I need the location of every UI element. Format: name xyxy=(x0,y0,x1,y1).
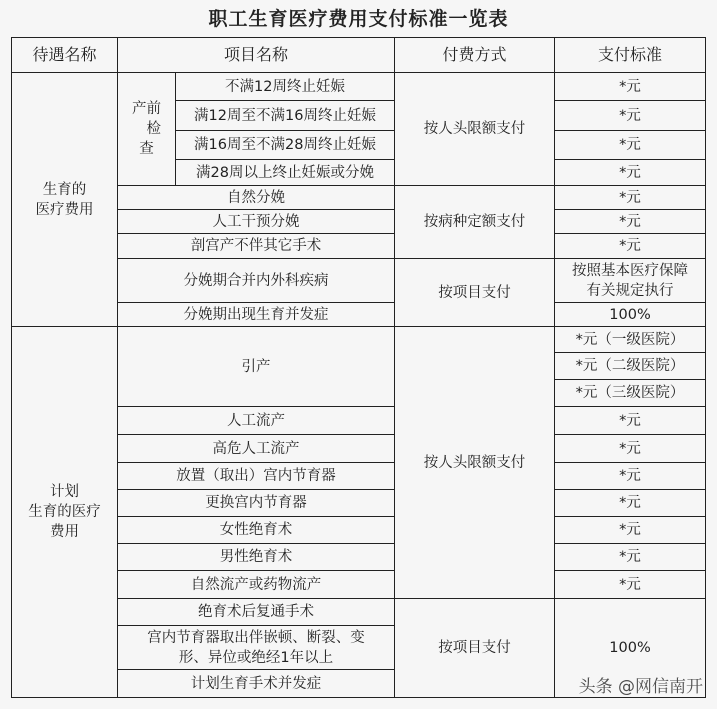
payment-standard: *元（二级医院） xyxy=(554,352,706,380)
payment-standard: *元（一级医院） xyxy=(554,326,706,353)
payment-standard: *元 xyxy=(554,159,706,186)
payment-standard: *元（三级医院） xyxy=(554,379,706,407)
item-name: 计划生育手术并发症 xyxy=(117,669,395,698)
item-name: 人工流产 xyxy=(117,406,395,435)
payment-method: 按人头限额支付 xyxy=(394,72,555,186)
item-name: 高危人工流产 xyxy=(117,434,395,463)
item-name: 男性绝育术 xyxy=(117,543,395,571)
item-name: 自然分娩 xyxy=(117,185,395,210)
payment-standard: *元 xyxy=(554,406,706,435)
payment-standard: 100% xyxy=(554,598,706,698)
payment-standard: *元 xyxy=(554,516,706,544)
item-name: 满28周以上终止妊娠或分娩 xyxy=(175,159,395,186)
item-name: 剖宫产不伴其它手术 xyxy=(117,233,395,259)
header-standard: 支付标准 xyxy=(554,37,706,73)
item-name: 引产 xyxy=(117,326,395,407)
payment-standard: *元 xyxy=(554,130,706,160)
item-name: 女性绝育术 xyxy=(117,516,395,544)
payment-standard: *元 xyxy=(554,543,706,571)
header-payment: 付费方式 xyxy=(394,37,555,73)
item-name: 自然流产或药物流产 xyxy=(117,570,395,599)
page-title: 职工生育医疗费用支付标准一览表 xyxy=(208,8,509,30)
payment-standard: *元 xyxy=(554,233,706,259)
payment-standard: *元 xyxy=(554,489,706,517)
item-name: 绝育术后复通手术 xyxy=(117,598,395,626)
payment-standard: *元 xyxy=(554,185,706,210)
item-name: 更换宫内节育器 xyxy=(117,489,395,517)
item-name: 不满12周终止妊娠 xyxy=(175,72,395,101)
category-family-planning: 计划 生育的医疗 费用 xyxy=(11,326,118,698)
payment-standard: *元 xyxy=(554,570,706,599)
item-name: 人工干预分娩 xyxy=(117,209,395,234)
category-maternity: 生育的 医疗费用 xyxy=(11,72,118,327)
payment-method: 按人头限额支付 xyxy=(394,326,555,599)
payment-method: 按病种定额支付 xyxy=(394,185,555,259)
prenatal-check-label: 产前 检 查 xyxy=(117,72,176,186)
payment-standard: *元 xyxy=(554,434,706,463)
payment-standard: *元 xyxy=(554,209,706,234)
item-name: 分娩期合并内外科疾病 xyxy=(117,258,395,303)
payment-method: 按项目支付 xyxy=(394,258,555,327)
payment-standard: 按照基本医疗保障 有关规定执行 xyxy=(554,258,706,303)
item-name: 宫内节育器取出伴嵌顿、断裂、变 形、异位或绝经1年以上 xyxy=(117,625,395,670)
item-name: 分娩期出现生育并发症 xyxy=(117,302,395,327)
payment-method: 按项目支付 xyxy=(394,598,555,698)
item-name: 满16周至不满28周终止妊娠 xyxy=(175,130,395,160)
payment-standard: 100% xyxy=(554,302,706,327)
payment-standard: *元 xyxy=(554,100,706,131)
header-item: 项目名称 xyxy=(117,37,395,73)
item-name: 放置（取出）宫内节育器 xyxy=(117,462,395,490)
payment-standard: *元 xyxy=(554,462,706,490)
item-name: 满12周至不满16周终止妊娠 xyxy=(175,100,395,131)
payment-standard: *元 xyxy=(554,72,706,101)
header-category: 待遇名称 xyxy=(11,37,118,73)
watermark: 头条 @网信南开 xyxy=(578,677,703,697)
